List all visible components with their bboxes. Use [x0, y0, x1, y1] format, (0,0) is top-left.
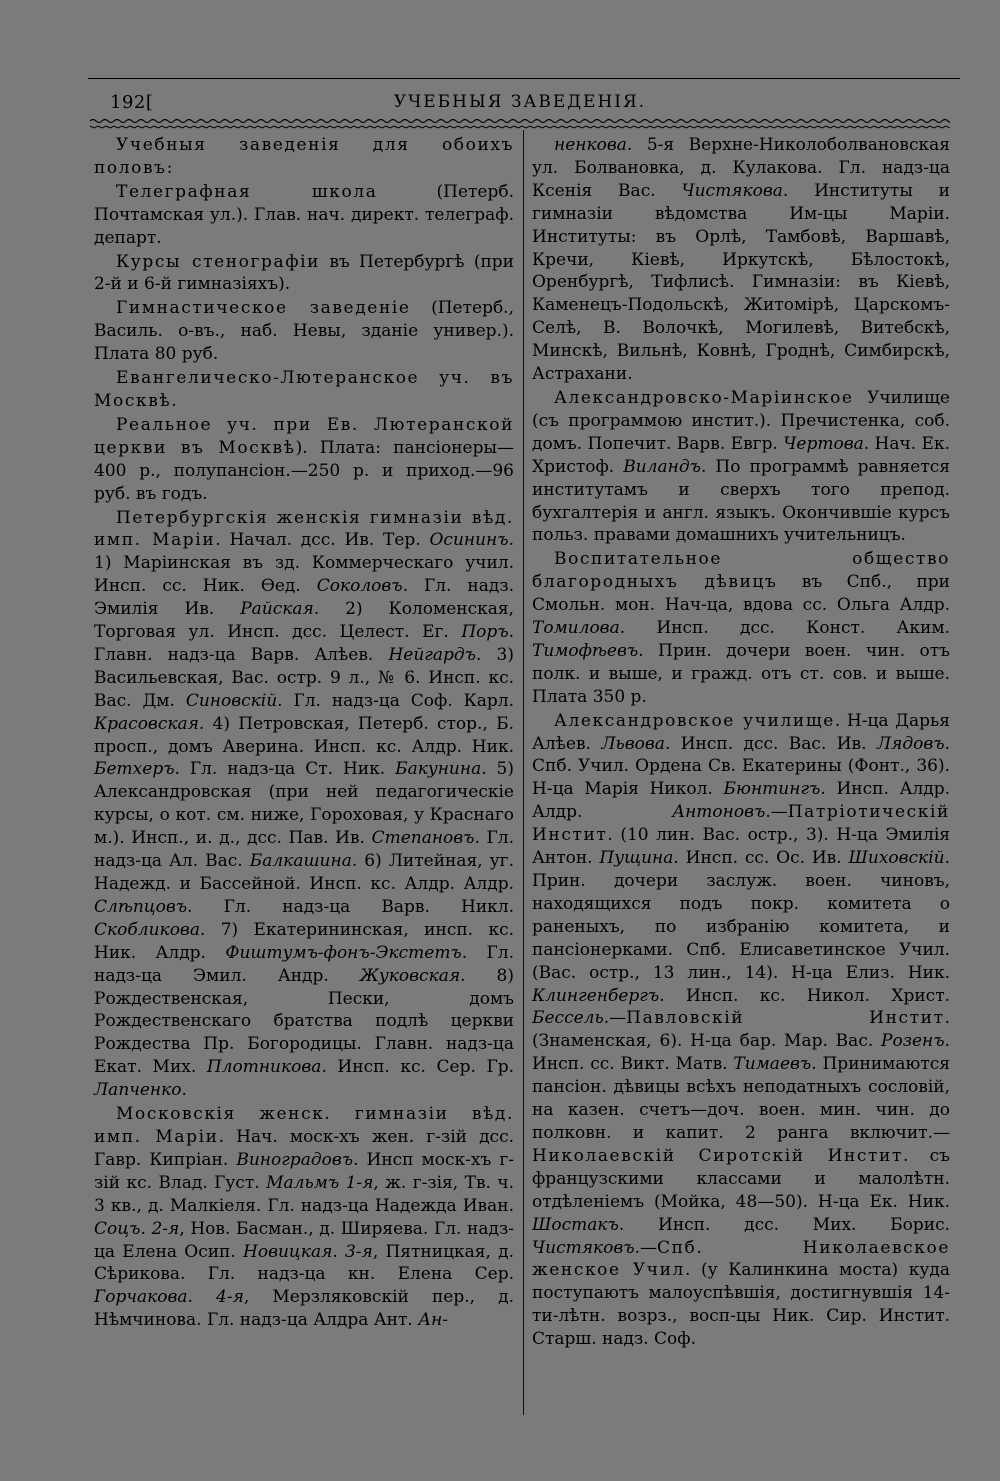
italic-name: 1-я [339, 1172, 374, 1193]
text-run: . Инсп моск-хъ г-зій кс. Влад. Густ. [94, 1149, 514, 1193]
text-run: . 6) Литейная, уг. Надежд. и Бассейной. Инсп. кс. Алдр. Алдр. [94, 851, 514, 894]
text-run: въ Петербургѣ (при 2-й и 6-й гимназіяхъ). [94, 251, 514, 295]
text-run: . Прин. дочери заслуж. воен. чиновъ, находящихся подъ покр. комитета о раненыхъ, по избранію комитета, и пансіонерками. Спб. Елисаветинское Учил. (Вас. остр., 13 лин., 14). Н-ца Елиз. Ник. [532, 848, 950, 983]
text-run: . Гл. надз. Эмилія Ив. [94, 576, 514, 620]
italic-name: Слѣпцовъ [94, 896, 188, 917]
italic-name: Бакунина [395, 759, 482, 780]
italic-name: Антоновъ [672, 802, 766, 823]
text-run: . [140, 1218, 152, 1239]
page-number: 192[ [110, 92, 154, 113]
italic-name: Плотникова [206, 1057, 322, 1078]
paragraph [94, 414, 514, 506]
italic-name: ненкова [554, 135, 627, 155]
paragraph [94, 134, 514, 180]
spaced-heading: Спб. Николаевское женское Учил [532, 1237, 950, 1281]
spaced-heading: Реальное уч. при Ев. Лютеранской церкви въ Москвѣ [94, 414, 514, 458]
italic-name: Фиштумъ-фонъ-Экстетъ [225, 942, 462, 963]
italic-name: Синовскій [185, 690, 278, 711]
text-run: . Нач. моск-хъ жен. г-зій дсс. Гавр. Кипріан. [94, 1126, 514, 1170]
italic-name: Красовская [94, 713, 199, 734]
text-run: (Петерб. Почтамская ул.). Глав. нач. директ. телеграф. департ. [94, 181, 514, 248]
text-run: . (10 лин. Вас. остр., 3). Н-ца Эмилія Антон. [532, 825, 950, 869]
italic-name: Томилова [532, 618, 620, 639]
italic-name: Чистяковъ [532, 1237, 635, 1258]
paragraph [532, 710, 950, 1351]
italic-name: Мальмъ [266, 1172, 340, 1193]
text-run: . съ французскими классами и малолѣтн. отдѣленіемъ (Мойка, 48—50). Н-ца Ек. Ник. [532, 1145, 950, 1212]
italic-name: Новицкая [243, 1241, 333, 1262]
text-run: . 8) Рождественская, Пески, домъ Рождественскаго братства подлѣ церкви Рождества Пр. Богородицы. Главн. надз-ца Екат. Мих. [94, 965, 514, 1078]
text-run: , Нов. Басман., д. Ширяева. Гл. надз-ца Елена Осип. [94, 1218, 514, 1262]
italic-name: Балкашина [249, 851, 352, 872]
italic-name: Чистякова [681, 180, 783, 201]
text-run: . Инсп. кс. Никол. Христ. [659, 985, 950, 1006]
text-run: . 4) Петровская, Петерб. стор., Б. просп., домъ Аверина. Инсп. кс. Алдр. Ник. [94, 713, 514, 757]
text-run: , Мерзляковскій пер., д. Нѣмчинова. Гл. надз-ца Алдра Ант. [94, 1287, 514, 1331]
italic-name: Соцъ [94, 1218, 141, 1239]
italic-name: Степановъ [371, 828, 475, 849]
italic-name: Осининъ [429, 530, 509, 551]
text-run: . Начал. дсс. Ив. Тер. [215, 530, 430, 551]
spaced-heading: Евангелическо-Лютеранское уч. въ Москвѣ. [94, 368, 514, 411]
text-run: . (Знаменская, 6). Н-ца бар. Мар. Вас. [532, 1008, 950, 1052]
italic-name: Лядовъ [876, 733, 945, 754]
text-run: . Инсп. сс. Ос. Ив. [673, 848, 849, 869]
spaced-heading: Александровско-Маріинское [554, 387, 854, 408]
text-run: . 7) Екатерининская, инсп. кс. Ник. Алдр. [94, 919, 514, 963]
italic-name: Пущина [599, 848, 674, 869]
italic-name: Горчакова [94, 1287, 188, 1308]
spaced-heading: Телеграфная школа [116, 181, 378, 202]
text-run: . Гл. надз-ца Соф. Карл. [277, 690, 515, 711]
text-run: . Инсп. дсс. Вас. Ив. [664, 733, 877, 754]
text-run: въ Спб., при Смольн. мон. Нач-ца, вдова сс. Ольга Алдр. [532, 572, 950, 616]
text-run: . Гл. надз-ца Ал. Вас. [94, 828, 514, 872]
text-run: .— [634, 1237, 658, 1258]
text-run: .— [603, 1008, 627, 1029]
text-run: . Нач. Ек. Христоф. [532, 433, 950, 477]
paragraph [94, 181, 514, 250]
paragraph [94, 251, 514, 297]
left-column [94, 134, 514, 1333]
text-run: . Инсп. Алдр. Алдр. [532, 779, 950, 823]
text-run: .— [765, 802, 788, 823]
text-run: . Инсп. сс. Викт. Матв. [532, 1031, 950, 1075]
italic-name: 4-я [216, 1287, 244, 1308]
text-run: . Инсп. дсс. Мих. Борис. [618, 1214, 950, 1235]
text-run: . Гл. надз-ца Эмил. Андр. [94, 942, 514, 986]
italic-name: Бессель [532, 1008, 604, 1029]
text-run: . 5) Александровская (при ней педагогическіе курсы, о кот. см. ниже, Гороховая, у Краснаго м.). Инсп., и. д., дсс. Пав. Ив. [94, 759, 514, 849]
spaced-heading: Учебныя заведенія для обоихъ половъ: [94, 135, 514, 178]
italic-name: Львова [601, 733, 665, 754]
italic-name: Чертова [783, 433, 864, 454]
text-run: . 2) Коломенская, Торговая ул. Инсп. дсс. Целест. Ег. [94, 599, 514, 643]
text-run: . Гл. надз-ца Варв. Никл. [187, 896, 514, 917]
column-divider [523, 130, 524, 1415]
italic-name: Шостакъ [532, 1214, 619, 1235]
spaced-heading: Курсы стенографіи [116, 251, 321, 272]
italic-name: Бюнтингъ [723, 779, 821, 800]
text-run: . Прин. дочери воен. чин. отъ полк. и выше, и гражд. отъ ст. сов. и выше. Плата 350 р. [532, 640, 950, 707]
paragraph [94, 1103, 514, 1332]
text-run: . Институты и гимназіи вѣдомства Им-цы Маріи. Институты: въ Орлѣ, Тамбовѣ, Варшавѣ, Кречи, Кіевѣ, Иркутскѣ, Бѣлостокѣ, Оренбургѣ, Тифлисѣ. Гимназіи: въ Кіевѣ, Каменецъ-Подольскѣ, Житомірѣ, Царскомъ-Селѣ, В. Волочкѣ, Могилевѣ, Витебскѣ, Минскѣ, Вильнѣ, Ковнѣ, Гроднѣ, Симбирскѣ, Астрахани. [532, 180, 951, 385]
text-run: . Инсп. дсс. Конст. Аким. [619, 618, 950, 639]
spaced-heading: Московскія женск. гимназіи вѣд. имп. Маріи [94, 1104, 514, 1147]
italic-name: Соколовъ [316, 576, 403, 597]
page-header [110, 92, 930, 118]
text-run: . Спб. Учил. Ордена Св. Екатерины (Фонт., 36). Н-ца Марія Никол. [532, 733, 950, 800]
italic-name: Бетхеръ [94, 759, 175, 780]
text-run: . [181, 1080, 187, 1101]
text-run: , ж. г-зія, Тв. ч. 3 кв., д. Малкіеля. Гл. надз-ца Надежда Иван. [94, 1172, 514, 1216]
italic-name: Виландъ [623, 456, 701, 477]
italic-name: 2-я [151, 1218, 180, 1239]
text-run: . По программѣ равняется институтамъ и сверхъ того препод. бухгалтерія и англ. языкъ. Окончившіе курсъ польз. правами домашнихъ учительницъ. [532, 456, 950, 546]
text-run: . 5-я Верхне-Николоболвановская ул. Болвановка, д. Кулакова. Гл. надз-ца Ксенія Вас. [532, 135, 950, 201]
paragraph [532, 134, 950, 386]
text-run: , Пятницкая, д. Сѣрикова. Гл. надз-ца кн. Елена Сер. [94, 1241, 514, 1285]
page-top-rule [88, 78, 960, 79]
italic-name: Тимофѣевъ [532, 640, 639, 661]
italic-name: Нейгардъ [388, 644, 477, 665]
text-run: . Н-ца Дарья Алѣев. [532, 710, 950, 754]
paragraph [532, 387, 950, 547]
italic-name: Виноградовъ [236, 1149, 354, 1170]
text-run: (Петерб., Василь. о-въ., наб. Невы, зданіе универ.). Плата 80 руб. [94, 298, 514, 365]
text-run: . Гл. надз-ца Ст. Ник. [174, 759, 396, 780]
text-run: . Главн. надз-ца Варв. Алѣев. [94, 622, 514, 665]
paragraph [532, 548, 950, 708]
header-wavy-rule [90, 116, 950, 130]
text-run: . Инсп. кс. Сер. Гр. [321, 1057, 514, 1078]
paragraph [94, 507, 514, 1103]
right-column [532, 134, 950, 1352]
text-run: ). Плата: пансіонеры—400 р., полупансіон.—250 р. и приход.—96 руб. въ годъ. [94, 437, 514, 504]
text-run: . [187, 1287, 217, 1308]
italic-name: Скобликова [94, 919, 200, 940]
spaced-heading: Воспитательное общество благородныхъ дѣвицъ [532, 549, 950, 593]
paragraph [94, 367, 514, 413]
italic-name: Лапченко [94, 1080, 182, 1101]
spaced-heading: Александровское училище [554, 710, 835, 731]
text-run: . Принимаются пансіон. дѣвицы всѣхъ неподатныхъ сословій, на казен. счетъ—доч. воен. мин. чин. до полковн. и капит. 2 ранга включит.— [532, 1054, 950, 1143]
italic-name: Райская [240, 599, 314, 620]
text-run: . [332, 1241, 345, 1262]
italic-name: Поръ [461, 622, 509, 643]
paragraph [94, 297, 514, 366]
spaced-heading: Павловскій Инстит [626, 1008, 945, 1029]
page-title: УЧЕБНЫЯ ЗАВЕДЕНІЯ. [393, 92, 647, 112]
spaced-heading: Гимнастическое заведеніе [116, 298, 411, 319]
spaced-heading: Николаевскій Сиротскій Инстит [532, 1145, 903, 1166]
italic-name: Розенъ [881, 1031, 945, 1052]
italic-name: Ан- [418, 1310, 449, 1331]
italic-name: Клингенбергъ [532, 985, 660, 1006]
spaced-heading: Патріотическій Инстит [532, 802, 950, 846]
italic-name: Шиховскій [848, 848, 945, 869]
text-run: Училище (съ программою инстит.). Пречистенка, соб. домъ. Попечит. Варв. Евгр. [532, 387, 950, 454]
italic-name: Жуковская [359, 965, 461, 986]
italic-name: 3-я [344, 1241, 373, 1262]
text-run: . (у Калинкина моста) куда поступаютъ малоуспѣвшія, достигнувшія 14-ти-лѣтн. возрз., восп-цы Ник. Сир. Инстит. Старш. надз. Соф. [532, 1260, 950, 1350]
spaced-heading: Петербургскія женскія гимназіи вѣд. имп. Маріи [94, 507, 514, 551]
text-run: . 1) Маріинская въ зд. Коммерческаго учил. Инсп. сс. Ник. Ѳед. [94, 530, 514, 597]
italic-name: Тимаевъ [733, 1054, 812, 1075]
text-run: . 3) Васильевская, Вас. остр. 9 л., № 6. Инсп. кс. Вас. Дм. [94, 644, 514, 711]
